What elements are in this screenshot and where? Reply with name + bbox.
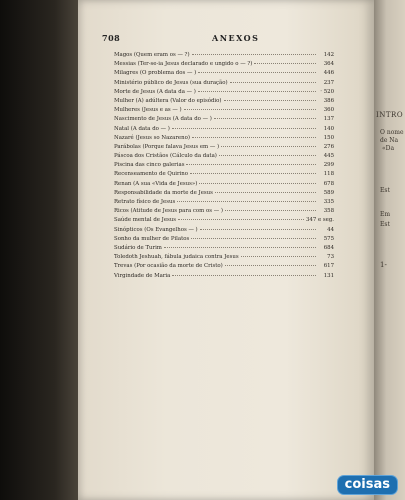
- entry-page-number: 140: [323, 125, 334, 132]
- dot-leader: [214, 117, 316, 119]
- dot-leader: [225, 264, 316, 266]
- index-entry: [114, 106, 334, 115]
- entry-page-number: 589: [323, 189, 334, 196]
- dot-leader: [241, 255, 316, 257]
- index-entry: [114, 60, 334, 69]
- index-entry: [114, 272, 334, 281]
- entry-page-number: 364: [323, 61, 334, 68]
- entry-label: Parábolas (Porque falava Jesus em — ): [114, 143, 220, 150]
- entry-label: Mulheres (Jesus e as — ): [114, 107, 182, 114]
- index-entry: [114, 198, 334, 207]
- entry-page-number: 142: [323, 52, 334, 58]
- entry-label: Messias (Ter-se-ia Jesus declarado e ungido o — ?): [114, 61, 253, 68]
- entry-label: Sonho da mulher de Pilatos: [114, 235, 190, 242]
- dot-leader: [164, 246, 316, 248]
- dot-leader: [254, 62, 316, 64]
- next-page-edge: [374, 0, 405, 500]
- dot-leader: [192, 53, 316, 55]
- index-entry: [114, 134, 334, 143]
- entry-page-number: 678: [323, 180, 334, 187]
- left-background: [0, 0, 78, 500]
- dot-leader: [215, 191, 316, 193]
- entry-page-number: 131: [323, 272, 334, 279]
- index-entry: [114, 207, 334, 216]
- next-page-text: Em: [380, 211, 391, 218]
- entry-label: Ministério público de Jesus (sua duração): [114, 79, 228, 86]
- index-entry: [114, 216, 334, 225]
- dot-leader: [230, 81, 316, 83]
- index-entry: [114, 51, 334, 60]
- entry-page-number: 118: [323, 171, 334, 178]
- next-page-heading: INTRO: [376, 111, 404, 119]
- page-title: ANEXOS: [212, 33, 260, 43]
- entry-page-number: 358: [323, 208, 334, 215]
- index-entry: [114, 79, 334, 88]
- watermark-logo: coisas: [338, 476, 397, 494]
- dot-leader: [190, 172, 316, 174]
- entry-label: Saúde mental de Jesus: [114, 217, 177, 224]
- entry-page-number: 137: [323, 116, 334, 123]
- index-entry: [114, 152, 334, 161]
- dot-leader: [221, 145, 316, 147]
- entry-label: Sudário de Turim: [114, 244, 162, 251]
- next-page-text: de Na: [380, 137, 399, 144]
- dot-leader: [172, 127, 316, 129]
- dot-leader: [198, 90, 316, 92]
- entry-label: Páscoa dos Cristãos (Cálculo da data): [114, 153, 217, 160]
- entry-label: Nascimento de Jesus (A data do — ): [114, 116, 212, 123]
- next-page-text: Est: [380, 187, 390, 194]
- entry-page-number: 276: [323, 143, 334, 150]
- entry-page-number: · 520: [320, 88, 334, 95]
- entry-label: Recenseamento de Quirino: [114, 171, 188, 178]
- entry-page-number: 73: [327, 254, 334, 261]
- entry-page-number: 150: [323, 134, 334, 141]
- entry-page-number: 299: [323, 162, 334, 169]
- entry-label: Responsabilidade da morte de Jesus: [114, 189, 213, 196]
- next-page-text: O nome: [380, 129, 404, 136]
- entry-page-number: 386: [323, 97, 334, 104]
- index-entry: [114, 143, 334, 152]
- dot-leader: [224, 99, 317, 101]
- entry-label: Mulher (A) adúltera (Valor do episódio): [114, 97, 222, 104]
- index-entry: [114, 226, 334, 235]
- dot-leader: [191, 237, 316, 239]
- entry-page-number: 44: [327, 226, 334, 233]
- entry-label: Toledoth Jeshuah, fábula judaica contra Jesus: [114, 254, 239, 261]
- dot-leader: [177, 200, 316, 202]
- entry-label: Trevas (Por ocasião da morte de Cristo): [114, 263, 223, 270]
- entry-page-number: 446: [323, 70, 334, 77]
- dot-leader: [184, 108, 316, 110]
- entry-label: Sinópticos (Os Evangelhos — ): [114, 226, 198, 233]
- entry-label: Piscina das cinco galerias: [114, 162, 185, 169]
- entry-label: Nazaré (Jesus so Nazareno): [114, 134, 190, 141]
- dot-leader: [219, 154, 316, 156]
- index-entry: [114, 69, 334, 78]
- entry-label: Morte de Jesus (A data da — ): [114, 88, 196, 95]
- entry-label: Ricos (Atitude de Jesus para com os — ): [114, 208, 223, 215]
- dot-leader: [178, 218, 304, 220]
- index-entry: [114, 170, 334, 179]
- dot-leader: [192, 136, 316, 138]
- index-entry: [114, 180, 334, 189]
- entry-label: Renan (A sua «Vida de Jesus»): [114, 180, 198, 187]
- dot-leader: [199, 182, 316, 184]
- entry-label: Natal (A data do — ): [114, 125, 170, 132]
- next-page-text: Est: [380, 221, 390, 228]
- dot-leader: [225, 209, 316, 211]
- next-page-text: 1-: [380, 261, 387, 269]
- index-entry: [114, 244, 334, 253]
- index-entry: [114, 253, 334, 262]
- entry-page-number: 347 e seg.: [305, 217, 334, 224]
- entry-label: Retrato físico de Jesus: [114, 199, 176, 205]
- index-entry: [114, 125, 334, 134]
- dot-leader: [186, 163, 316, 165]
- entry-page-number: 575: [323, 235, 334, 242]
- entry-label: Magos (Quem eram os — ?): [114, 52, 190, 58]
- dot-leader: [172, 274, 316, 276]
- entry-page-number: 617: [323, 263, 334, 270]
- index-entry: [114, 189, 334, 198]
- entry-page-number: 360: [323, 107, 334, 114]
- index-entry: [114, 97, 334, 106]
- entry-label: Milagres (O problema dos — ): [114, 70, 197, 77]
- entry-page-number: 445: [323, 153, 334, 160]
- entry-label: Virgindade de Maria: [114, 272, 171, 279]
- index-entry: [114, 262, 334, 271]
- page-number: 708: [102, 33, 121, 43]
- index-entry: [114, 88, 334, 97]
- index-entry: [114, 235, 334, 244]
- index-entry: [114, 161, 334, 170]
- dot-leader: [198, 71, 316, 73]
- index-list: [114, 51, 334, 281]
- entry-page-number: 335: [323, 199, 334, 205]
- dot-leader: [200, 228, 316, 230]
- entry-page-number: 684: [323, 244, 334, 251]
- entry-page-number: 237: [323, 79, 334, 86]
- next-page-text: «Da: [382, 145, 395, 152]
- index-entry: [114, 115, 334, 124]
